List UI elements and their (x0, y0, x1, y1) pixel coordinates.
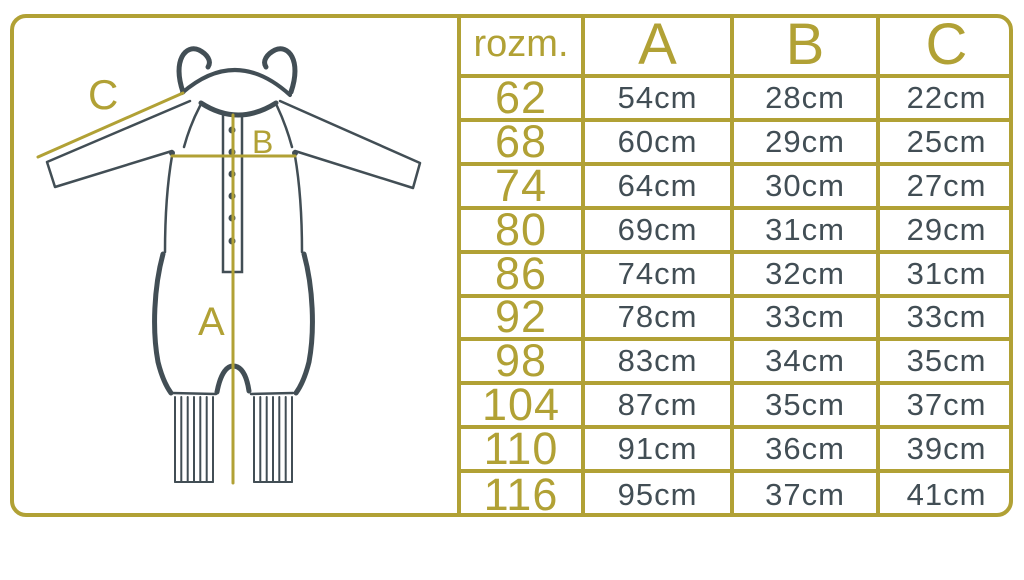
value-cell-c: 29cm (880, 210, 1013, 254)
value-cell-c: 27cm (880, 166, 1013, 210)
size-cell: 98 (461, 341, 585, 385)
size-table (457, 14, 1013, 517)
value-cell-b: 30cm (734, 166, 880, 210)
table-header-b: B (734, 14, 880, 78)
hood-arc (182, 70, 290, 95)
value-cell-c: 41cm (906, 477, 987, 513)
value-cell-a: 78cm (585, 298, 734, 342)
right-neck-curve (277, 106, 292, 147)
value-cell-c: 39cm (880, 429, 1013, 473)
size-cell: 110 (461, 429, 585, 473)
value-cell-b: 31cm (734, 210, 880, 254)
value-cell-a: 54cm (585, 78, 734, 122)
neckline-arc (201, 103, 276, 115)
size-cell: 86 (461, 254, 585, 298)
value-cell-a: 87cm (585, 385, 734, 429)
value-cell-b: 35cm (734, 385, 880, 429)
value-cell-a: 60cm (585, 122, 734, 166)
measure-label-b: B (252, 124, 274, 160)
value-cell-b: 32cm (734, 254, 880, 298)
left-neck-curve (184, 106, 200, 147)
value-cell-b: 36cm (734, 429, 880, 473)
size-cell: 92 (461, 298, 585, 342)
table-header-a: A (585, 14, 734, 78)
value-cell-c: 22cm (880, 78, 1013, 122)
size-cell: 104 (461, 385, 585, 429)
value-cell-a: 74cm (585, 254, 734, 298)
table-header-c: C (880, 14, 1013, 78)
garment-diagram-panel (10, 14, 457, 517)
measure-label-c: C (88, 71, 119, 118)
value-cell-c: 31cm (880, 254, 1013, 298)
size-cell: 62 (461, 78, 585, 122)
value-cell-a: 69cm (585, 210, 734, 254)
value-cell-c: 25cm (880, 122, 1013, 166)
value-cell-a: 83cm (585, 341, 734, 385)
size-cell: 68 (461, 122, 585, 166)
value-cell-a: 64cm (585, 166, 734, 210)
value-cell-a: 91cm (585, 429, 734, 473)
measure-label-a: A (198, 300, 225, 344)
table-header-size: rozm. (461, 14, 585, 78)
value-cell-a: 95cm (585, 473, 734, 517)
value-cell-b: 34cm (734, 341, 880, 385)
value-cell-c: 37cm (880, 385, 1013, 429)
size-cell: 116 (461, 473, 585, 517)
value-cell-b: 37cm (734, 473, 880, 517)
bear-hood (179, 49, 295, 147)
size-cell: 74 (461, 166, 585, 210)
value-cell-c: 35cm (880, 341, 1013, 385)
value-cell-b: 33cm (734, 298, 880, 342)
value-cell-b: 29cm (734, 122, 880, 166)
size-cell: 80 (461, 210, 585, 254)
romper-illustration (10, 14, 457, 517)
value-cell-b: 28cm (734, 78, 880, 122)
value-cell-c: 33cm (880, 298, 1013, 342)
